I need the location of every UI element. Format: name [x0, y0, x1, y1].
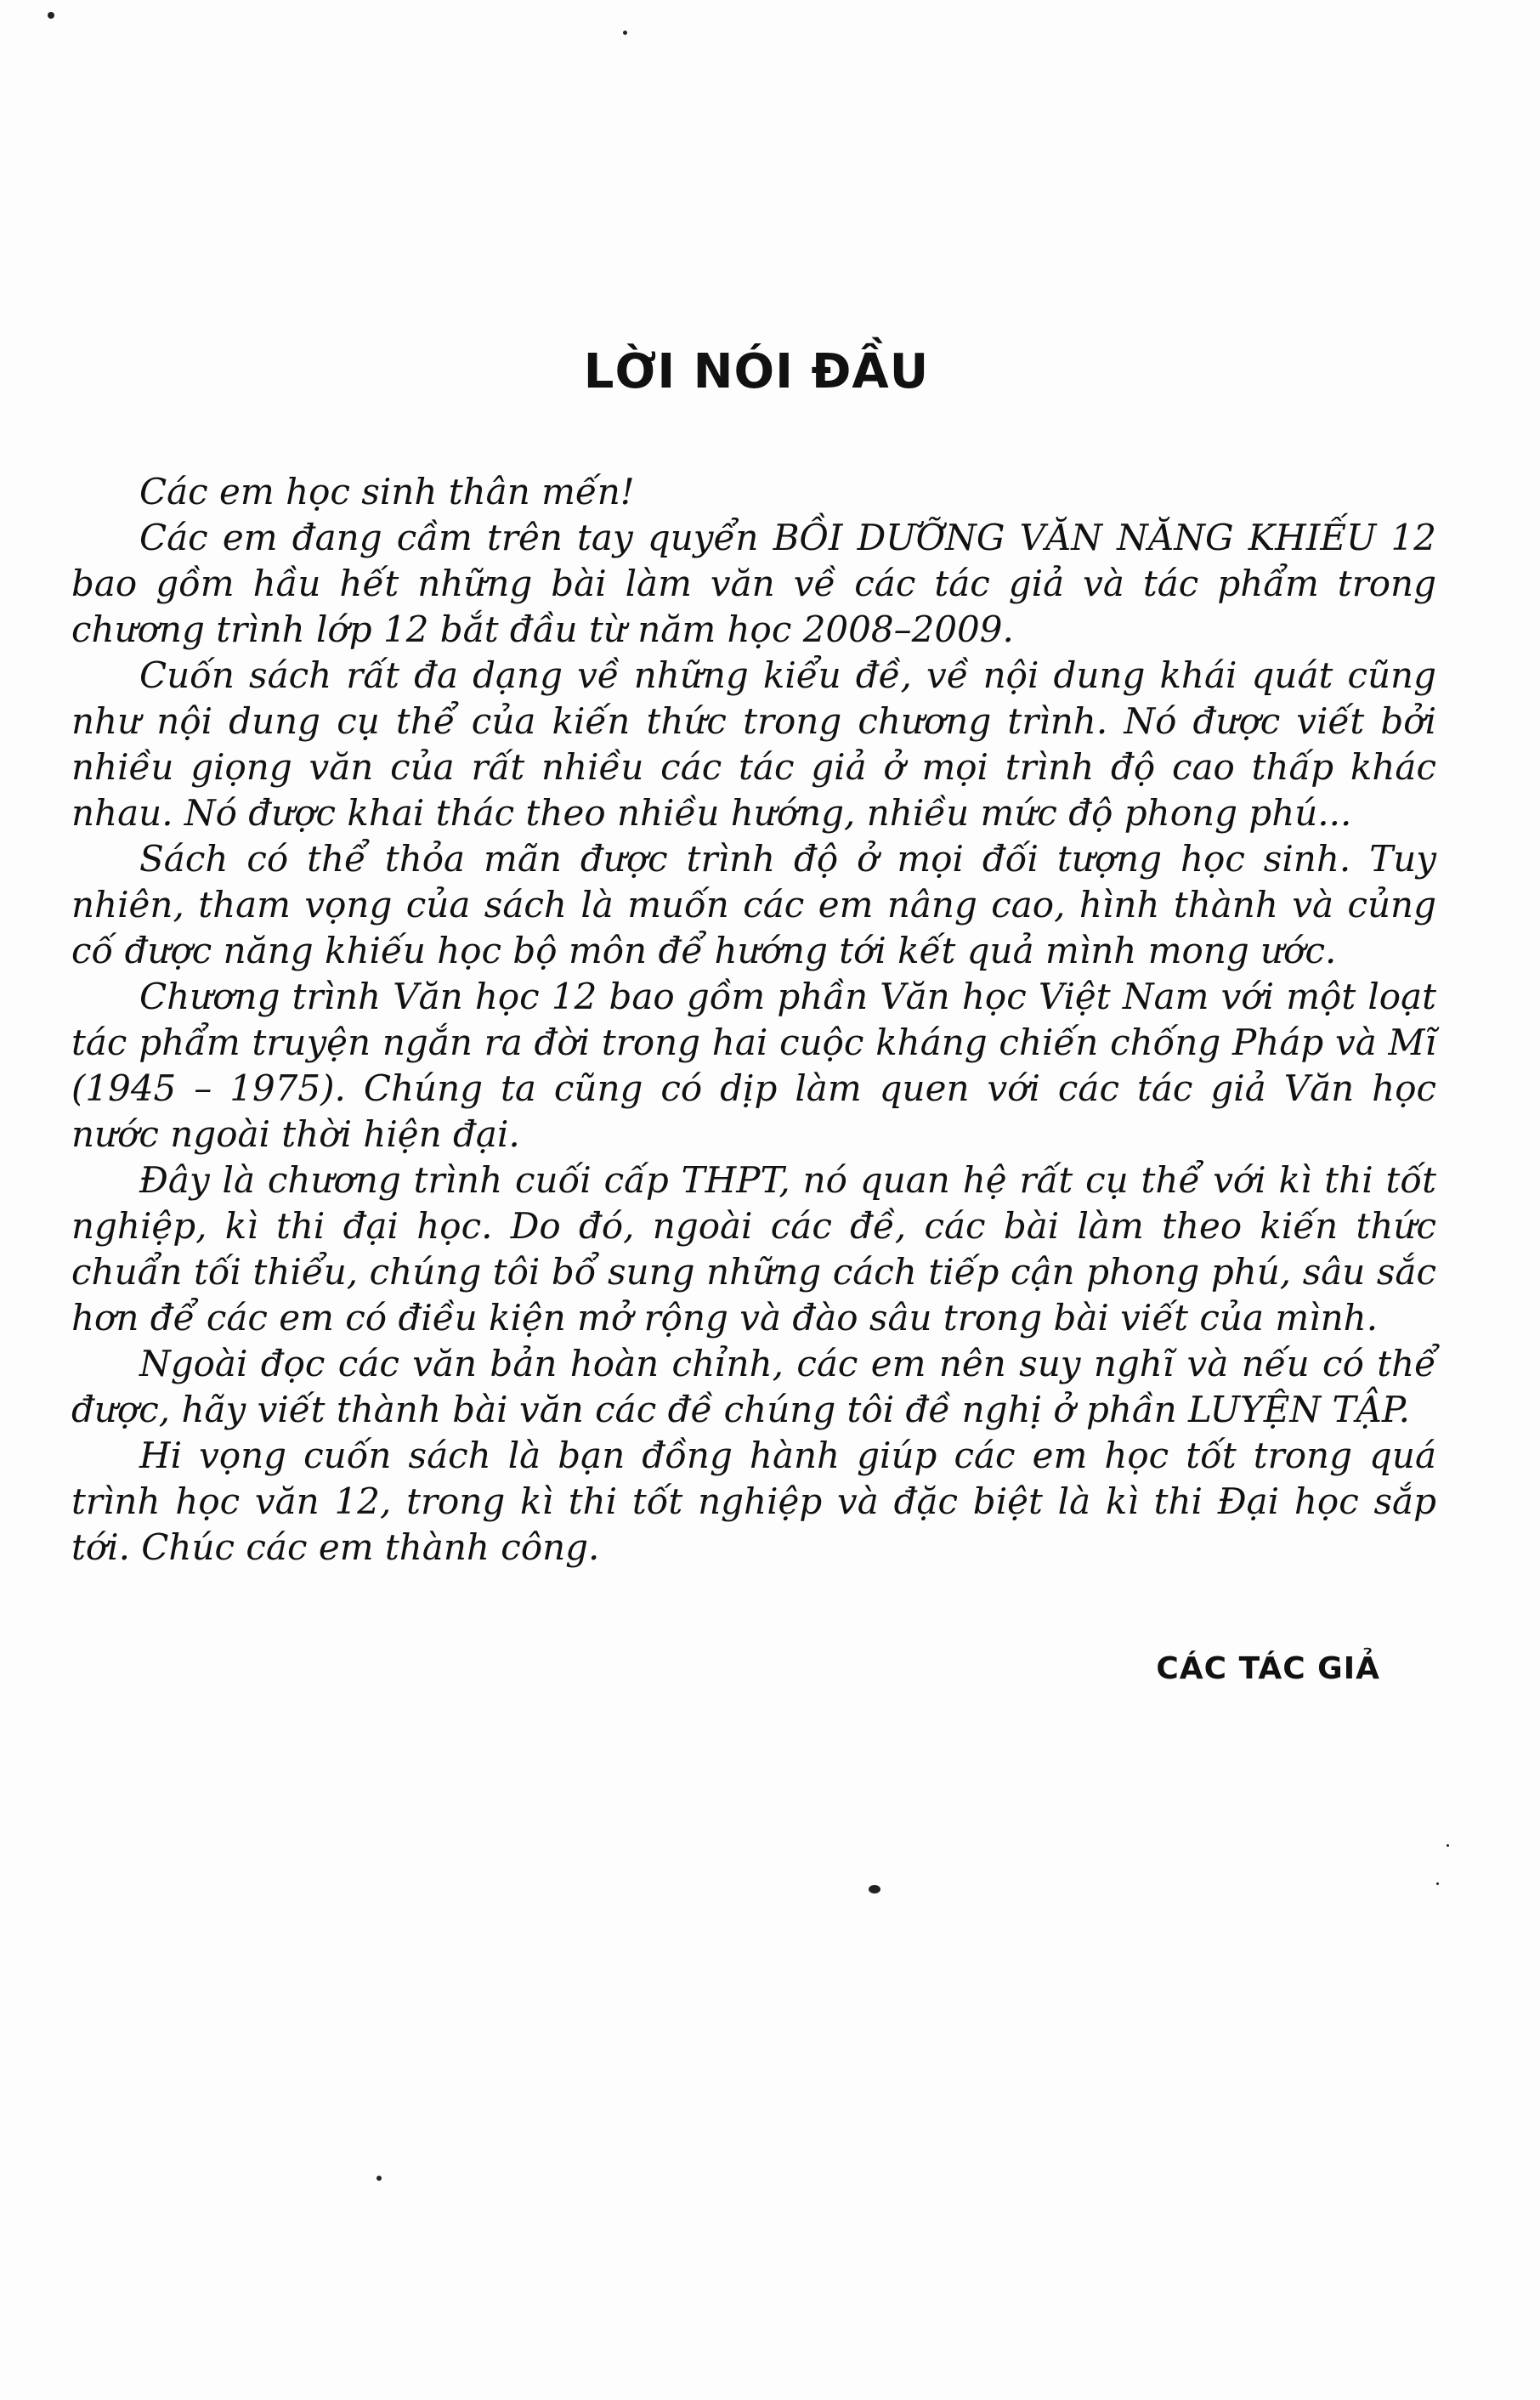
paragraph: Hi vọng cuốn sách là bạn đồng hành giúp các em học tốt trong quá trình học văn 12, trong kì thi tốt nghiệp và đặc biệt là kì thi Đại học sắp tới. Chúc các em thành công. [71, 1435, 1436, 1568]
scan-speck [377, 2176, 382, 2181]
paragraph: Ngoài đọc các văn bản hoàn chỉnh, các em nên suy nghĩ và nếu có thể được, hãy viết thành bài văn các đề chúng tôi đề nghị ở phần LUYỆN TẬP. [71, 1343, 1436, 1430]
scan-speck [1447, 1844, 1449, 1847]
scan-speck [869, 1885, 880, 1893]
preface-body [71, 469, 1436, 1571]
paragraph: Sách có thể thỏa mãn được trình độ ở mọi đối tượng học sinh. Tuy nhiên, tham vọng của sách là muốn các em nâng cao, hình thành và củng cố được năng khiếu học bộ môn để hướng tới kết quả mình mong ước. [71, 838, 1436, 971]
paragraph-greeting: Các em học sinh thân mến! [139, 471, 635, 512]
signature: CÁC TÁC GIẢ [1156, 1651, 1380, 1686]
scan-speck [623, 31, 627, 35]
paragraph: Các em đang cầm trên tay quyển BỒI DƯỠNG VĂN NĂNG KHIẾU 12 bao gồm hầu hết những bài làm văn về các tác giả và tác phẩm trong chương trình lớp 12 bắt đầu từ năm học 2008–2009. [71, 517, 1436, 650]
paragraph: Đây là chương trình cuối cấp THPT, nó quan hệ rất cụ thể với kì thi tốt nghiệp, kì thi đại học. Do đó, ngoài các đề, các bài làm theo kiến thức chuẩn tối thiểu, chúng tôi bổ sung những cách tiếp cận phong phú, sâu sắc hơn để các em có điều kiện mở rộng và đào sâu trong bài viết của mình. [71, 1159, 1436, 1339]
page-title: LỜI NÓI ĐẦU [583, 344, 930, 399]
scan-speck [48, 12, 54, 19]
paragraph: Chương trình Văn học 12 bao gồm phần Văn học Việt Nam với một loạt tác phẩm truyện ngắn ra đời trong hai cuộc kháng chiến chống Pháp và Mĩ (1945 – 1975). Chúng ta cũng có dịp làm quen với các tác giả Văn học nước ngoài thời hiện đại. [71, 976, 1436, 1155]
scan-speck [1436, 1882, 1439, 1885]
paragraph: Cuốn sách rất đa dạng về những kiểu đề, về nội dung khái quát cũng như nội dung cụ thể của kiến thức trong chương trình. Nó được viết bởi nhiều giọng văn của rất nhiều các tác giả ở mọi trình độ cao thấp khác nhau. Nó được khai thác theo nhiều hướng, nhiều mức độ phong phú... [71, 654, 1436, 834]
